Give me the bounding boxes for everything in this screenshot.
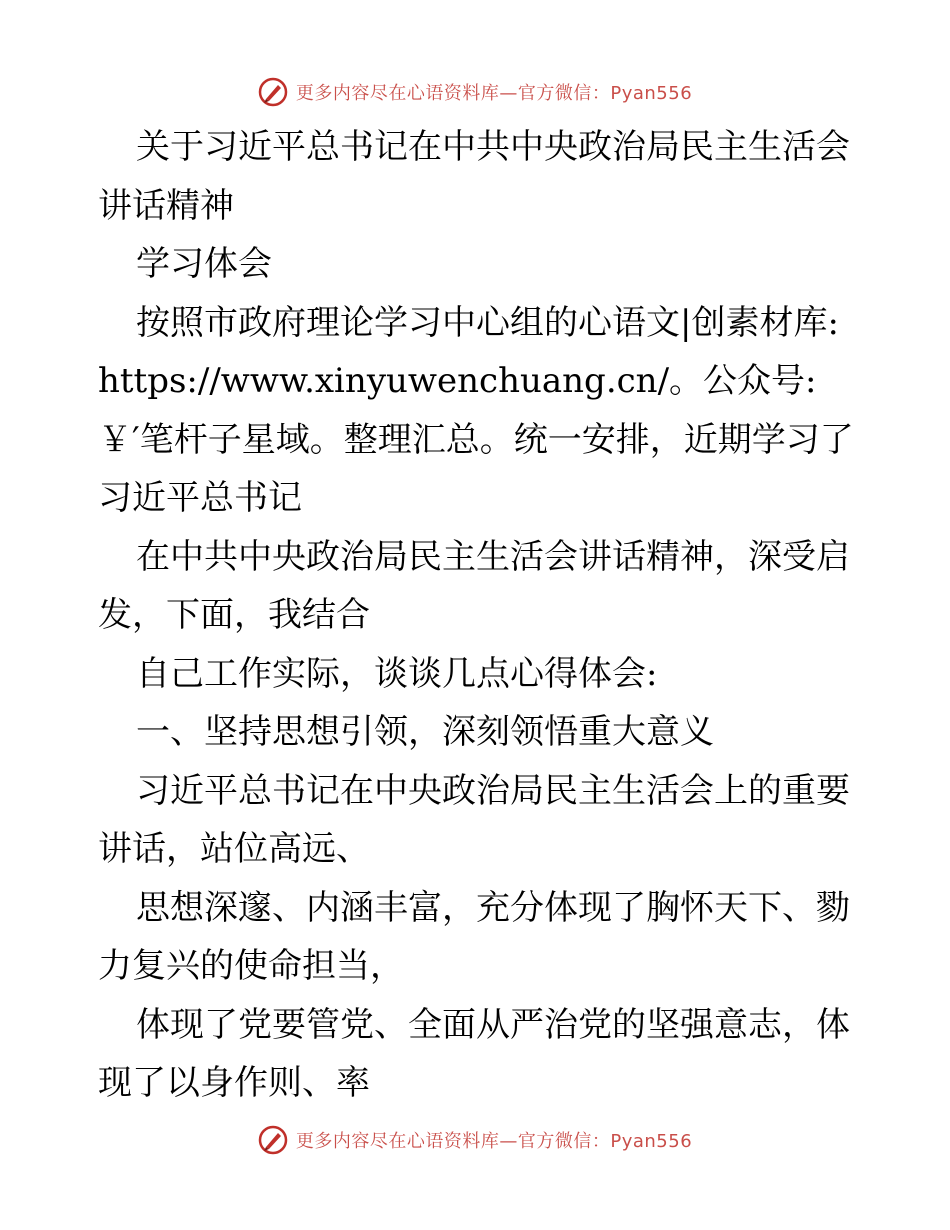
paragraph: 在中共中央政治局民主生活会讲话精神，深受启发，下面，我结合 <box>98 536 850 635</box>
pen-logo-icon <box>258 77 288 107</box>
paragraph: 按照市政府理论学习中心组的心语文|创素材库: https://www.xinyuwenchuang.cn/。公众号: ￥′笔杆子星域。整理汇总。统一安排，近期学习了习近平总书记 <box>98 302 854 518</box>
paragraph: 思想深邃、内涵丰富，充分体现了胸怀天下、勠力复兴的使命担当， <box>98 887 850 986</box>
pen-logo-icon <box>258 1125 288 1155</box>
watermark-text: 更多内容尽在心语资料库—官方微信：Pyan556 <box>295 1131 693 1152</box>
watermark-header <box>0 72 950 112</box>
document-subtitle: 学习体会 <box>136 244 272 284</box>
paragraph: 自己工作实际，谈谈几点心得体会: <box>136 653 658 694</box>
document-title: 关于习近平总书记在中共中央政治局民主生活会讲话精神 <box>98 127 850 226</box>
paragraph: 习近平总书记在中央政治局民主生活会上的重要讲话，站位高远、 <box>98 770 850 869</box>
document-body <box>98 118 858 1113</box>
paragraph: 体现了党要管党、全面从严治党的坚强意志，体现了以身作则、率 <box>98 1004 850 1103</box>
section-heading: 一、坚持思想引领，深刻领悟重大意义 <box>136 712 714 752</box>
watermark-text: 更多内容尽在心语资料库—官方微信：Pyan556 <box>295 83 693 104</box>
watermark-footer <box>0 1120 950 1160</box>
